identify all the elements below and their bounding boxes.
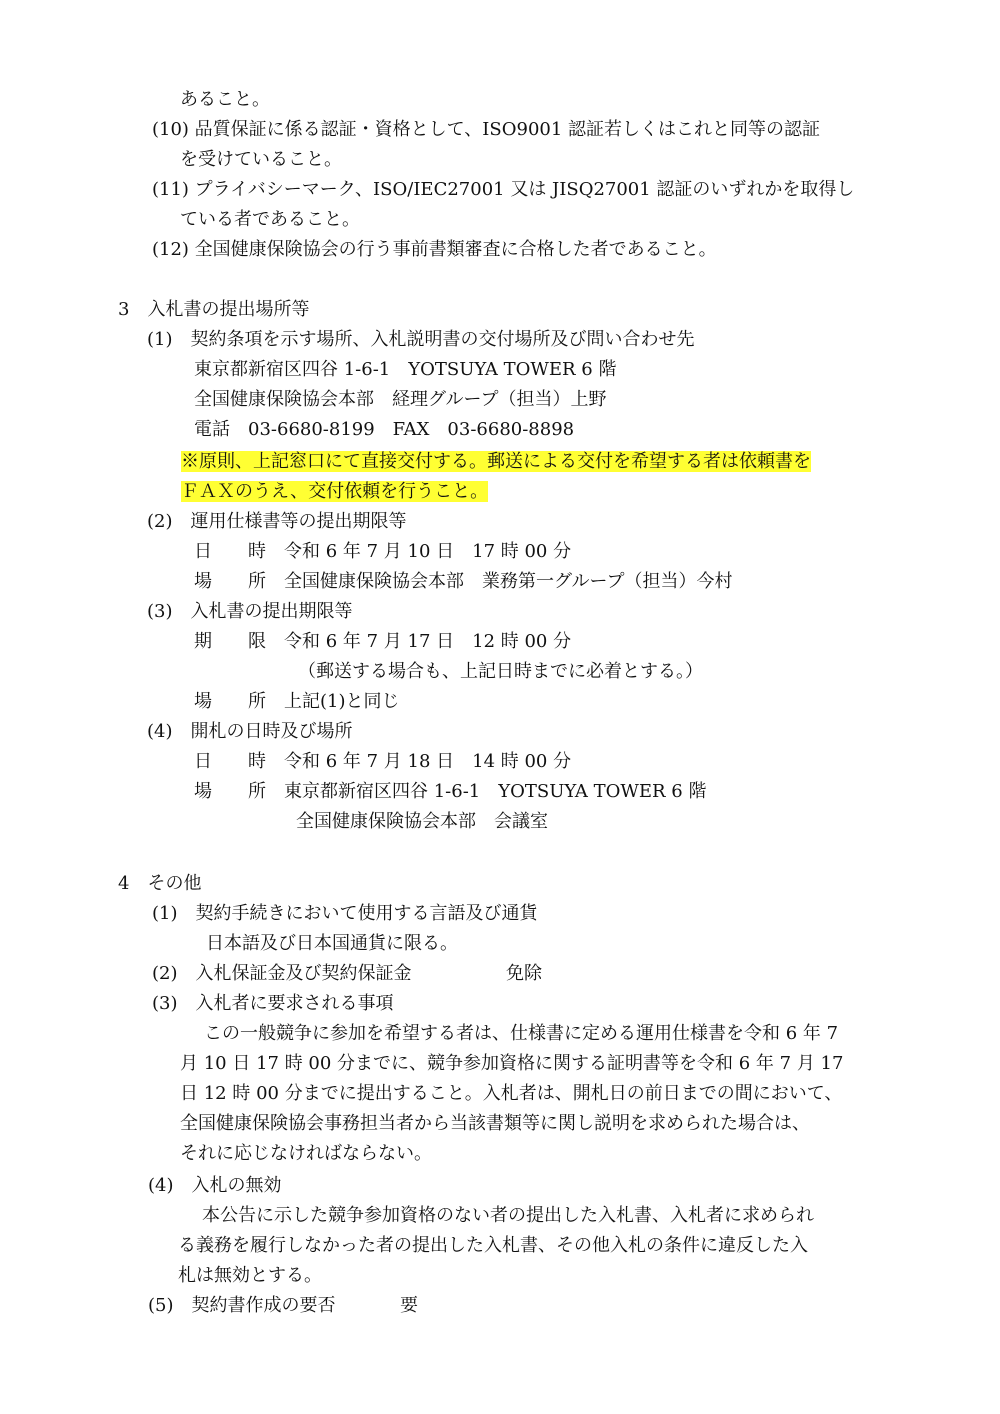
s4-item-3-title: (3) 入札者に要求される事項 (152, 993, 394, 1014)
s3-item-2-datetime: 日 時 令和 6 年 7 月 10 日 17 時 00 分 (194, 541, 572, 562)
s3-item-1-title: (1) 契約条項を示す場所、入札説明書の交付場所及び問い合わせ先 (147, 329, 695, 350)
s3-item-4-title: (4) 開札の日時及び場所 (147, 721, 353, 742)
s3-item-2-title: (2) 運用仕様書等の提出期限等 (147, 511, 407, 532)
s4-item-2-value: 免除 (506, 963, 542, 984)
s4-item-3-line5: それに応じなければならない。 (180, 1143, 432, 1164)
s4-item-3-line1: この一般競争に参加を希望する者は、仕様書に定める運用仕様書を令和 6 年 7 (204, 1023, 839, 1044)
section-3-heading: 3 入札書の提出場所等 (118, 299, 310, 320)
s4-item-3-line2: 月 10 日 17 時 00 分までに、競争参加資格に関する証明書等を令和 6 年 7 月 17 (180, 1053, 844, 1074)
s4-item-3-line3: 日 12 時 00 分までに提出すること。入札者は、開札日の前日までの間において、 (180, 1083, 843, 1104)
s4-item-1-body: 日本語及び日本国通貨に限る。 (206, 933, 458, 954)
s4-item-4-line1: 本公告に示した競争参加資格のない者の提出した入札書、入札者に求められ (202, 1205, 814, 1226)
s3-item-1-note-line1 (181, 450, 811, 474)
s3-item-3-deadline: 期 限 令和 6 年 7 月 17 日 12 時 00 分 (194, 631, 572, 652)
s3-item-4-place-line2: 全国健康保険協会本部 会議室 (296, 811, 548, 832)
s4-item-4-line2: る義務を履行しなかった者の提出した入札書、その他入札の条件に違反した入 (178, 1235, 808, 1256)
s3-item-1-note-line2 (181, 480, 488, 504)
highlighted-note-line1: ※原則、上記窓口にて直接交付する。郵送による交付を希望する者は依頼書を (181, 451, 811, 472)
s3-item-3-title: (3) 入札書の提出期限等 (147, 601, 353, 622)
highlighted-note-line2: ＦＡＸのうえ、交付依頼を行うこと。 (181, 481, 489, 502)
s3-item-3-deadline-note: （郵送する場合も、上記日時までに必着とする。） (298, 661, 703, 682)
s4-item-5-title: (5) 契約書作成の要否 (148, 1295, 336, 1316)
s3-item-2-place: 場 所 全国健康保険協会本部 業務第一グループ（担当）今村 (194, 571, 733, 592)
s3-item-1-phone: 電話 03-6680-8199 FAX 03-6680-8898 (194, 419, 575, 440)
s3-item-1-address: 東京都新宿区四谷 1-6-1 YOTSUYA TOWER 6 階 (194, 359, 617, 380)
item-10-line1: (10) 品質保証に係る認証・資格として、ISO9001 認証若しくはこれと同等の認証 (152, 119, 821, 140)
s4-item-2-title: (2) 入札保証金及び契約保証金 (152, 963, 412, 984)
s4-item-4-title: (4) 入札の無効 (148, 1175, 282, 1196)
item-12: (12) 全国健康保険協会の行う事前書類審査に合格した者であること。 (152, 239, 717, 260)
s3-item-4-place: 場 所 東京都新宿区四谷 1-6-1 YOTSUYA TOWER 6 階 (194, 781, 707, 802)
item-11-line1: (11) プライバシーマーク、ISO/IEC27001 又は JISQ27001 認証のいずれかを取得し (152, 179, 855, 200)
item-11-line2: ている者であること。 (180, 209, 360, 230)
s3-item-3-place: 場 所 上記(1)と同じ (194, 691, 400, 712)
s4-item-1-title: (1) 契約手続きにおいて使用する言語及び通貨 (152, 903, 538, 924)
s4-item-3-line4: 全国健康保険協会事務担当者から当該書類等に関し説明を求められた場合は、 (180, 1113, 810, 1134)
item-9-continuation: あること。 (180, 89, 270, 110)
s4-item-5-value: 要 (400, 1295, 418, 1316)
s3-item-4-datetime: 日 時 令和 6 年 7 月 18 日 14 時 00 分 (194, 751, 572, 772)
s3-item-1-office: 全国健康保険協会本部 経理グループ（担当）上野 (194, 389, 607, 410)
section-4-heading: 4 その他 (118, 873, 202, 894)
item-10-line2: を受けていること。 (180, 149, 342, 170)
s4-item-4-line3: 札は無効とする。 (178, 1265, 322, 1286)
